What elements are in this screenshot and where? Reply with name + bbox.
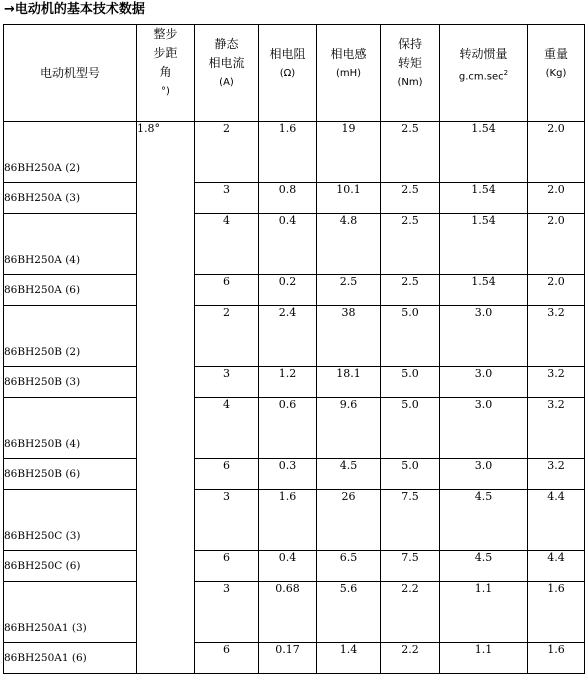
- cell-inertia: 4.5: [440, 551, 528, 582]
- header-current-unit: (A): [219, 77, 234, 88]
- cell-inductance: 38: [317, 306, 381, 367]
- header-inductance: [317, 25, 381, 122]
- cell-model: 86BH250A (2): [4, 122, 137, 183]
- header-step-line: 步距: [153, 46, 178, 60]
- table-row: [4, 490, 585, 551]
- cell-inertia: 1.1: [440, 643, 528, 674]
- header-inductance-label: 相电感: [330, 47, 367, 61]
- cell-inertia: 3.0: [440, 306, 528, 367]
- header-weight: [528, 25, 585, 122]
- cell-model: 86BH250A (3): [4, 183, 137, 214]
- cell-inductance: 4.5: [317, 459, 381, 490]
- motor-spec-table: [3, 24, 585, 674]
- cell-inertia: 3.0: [440, 459, 528, 490]
- cell-inertia: 3.0: [440, 367, 528, 398]
- cell-weight: 3.2: [528, 398, 585, 459]
- cell-step-angle: 1.8°: [137, 122, 195, 674]
- cell-current: 4: [195, 214, 259, 275]
- header-step-line: °): [161, 86, 170, 97]
- cell-resistance: 2.4: [259, 306, 317, 367]
- cell-model: 86BH250B (4): [4, 398, 137, 459]
- header-resistance-unit: (Ω): [279, 68, 296, 79]
- cell-resistance: 1.2: [259, 367, 317, 398]
- cell-torque: 2.5: [381, 214, 440, 275]
- cell-model: 86BH250A (6): [4, 275, 137, 306]
- cell-inductance: 26: [317, 490, 381, 551]
- cell-current: 6: [195, 275, 259, 306]
- header-inertia-unit: [440, 64, 527, 86]
- cell-current: 2: [195, 306, 259, 367]
- cell-inertia: 1.54: [440, 214, 528, 275]
- cell-torque: 2.5: [381, 275, 440, 306]
- header-weight-label: 重量: [543, 47, 568, 61]
- table-row: [4, 582, 585, 643]
- cell-weight: 4.4: [528, 551, 585, 582]
- header-step-line: 整步: [153, 27, 178, 41]
- cell-model: 86BH250B (6): [4, 459, 137, 490]
- cell-weight: 4.4: [528, 490, 585, 551]
- header-current: [195, 25, 259, 122]
- cell-model: 86BH250C (3): [4, 490, 137, 551]
- cell-weight: 2.0: [528, 122, 585, 183]
- cell-inductance: 2.5: [317, 275, 381, 306]
- inertia-unit-text: g.cm.sec: [458, 71, 504, 83]
- cell-weight: 3.2: [528, 459, 585, 490]
- table-row: [4, 214, 585, 275]
- header-inertia-label: 转动惯量: [459, 47, 508, 61]
- header-resistance-label: 相电阻: [269, 47, 306, 61]
- cell-torque: 2.2: [381, 643, 440, 674]
- cell-current: 6: [195, 551, 259, 582]
- cell-resistance: 0.4: [259, 551, 317, 582]
- table-row: [4, 122, 585, 183]
- cell-resistance: 0.17: [259, 643, 317, 674]
- cell-torque: 5.0: [381, 459, 440, 490]
- table-row: [4, 275, 585, 306]
- cell-torque: 2.5: [381, 183, 440, 214]
- table-row: [4, 398, 585, 459]
- cell-resistance: 1.6: [259, 490, 317, 551]
- cell-model: 86BH250A1 (6): [4, 643, 137, 674]
- cell-inductance: 9.6: [317, 398, 381, 459]
- cell-model: 86BH250C (6): [4, 551, 137, 582]
- cell-weight: 1.6: [528, 643, 585, 674]
- cell-inductance: 10.1: [317, 183, 381, 214]
- cell-torque: 5.0: [381, 398, 440, 459]
- cell-inertia: 1.54: [440, 122, 528, 183]
- cell-torque: 7.5: [381, 551, 440, 582]
- cell-resistance: 0.4: [259, 214, 317, 275]
- cell-inductance: 5.6: [317, 582, 381, 643]
- cell-current: 6: [195, 643, 259, 674]
- header-inertia: [440, 25, 528, 122]
- cell-weight: 2.0: [528, 275, 585, 306]
- table-row: [4, 183, 585, 214]
- header-torque-line: 转矩: [397, 56, 422, 70]
- header-torque: [381, 25, 440, 122]
- cell-inductance: 6.5: [317, 551, 381, 582]
- cell-weight: 1.6: [528, 582, 585, 643]
- cell-current: 4: [195, 398, 259, 459]
- table-row: [4, 551, 585, 582]
- cell-weight: 2.0: [528, 183, 585, 214]
- cell-torque: 7.5: [381, 490, 440, 551]
- inertia-unit-exponent: 2: [503, 69, 509, 77]
- table-row: [4, 367, 585, 398]
- cell-resistance: 0.2: [259, 275, 317, 306]
- table-row: [4, 306, 585, 367]
- cell-weight: 3.2: [528, 367, 585, 398]
- header-torque-line: 保持: [397, 37, 422, 51]
- cell-torque: 5.0: [381, 306, 440, 367]
- cell-current: 3: [195, 183, 259, 214]
- header-row: [4, 25, 585, 122]
- table-row: [4, 643, 585, 674]
- header-step-line: 角: [159, 65, 172, 79]
- header-current-line: 静态: [214, 37, 239, 51]
- header-torque-unit: (Nm): [397, 77, 423, 88]
- cell-inductance: 19: [317, 122, 381, 183]
- cell-model: 86BH250B (3): [4, 367, 137, 398]
- cell-torque: 2.2: [381, 582, 440, 643]
- cell-current: 3: [195, 367, 259, 398]
- cell-model: 86BH250B (2): [4, 306, 137, 367]
- cell-resistance: 0.3: [259, 459, 317, 490]
- cell-resistance: 1.6: [259, 122, 317, 183]
- cell-weight: 3.2: [528, 306, 585, 367]
- cell-resistance: 0.8: [259, 183, 317, 214]
- cell-current: 6: [195, 459, 259, 490]
- cell-resistance: 0.6: [259, 398, 317, 459]
- cell-torque: 5.0: [381, 367, 440, 398]
- table-row: [4, 459, 585, 490]
- cell-inductance: 1.4: [317, 643, 381, 674]
- cell-model: 86BH250A (4): [4, 214, 137, 275]
- cell-inertia: 1.54: [440, 183, 528, 214]
- cell-resistance: 0.68: [259, 582, 317, 643]
- cell-torque: 2.5: [381, 122, 440, 183]
- cell-inertia: 3.0: [440, 398, 528, 459]
- header-inductance-unit: (mH): [335, 68, 362, 79]
- cell-inductance: 4.8: [317, 214, 381, 275]
- cell-inertia: 1.54: [440, 275, 528, 306]
- cell-current: 2: [195, 122, 259, 183]
- cell-inertia: 4.5: [440, 490, 528, 551]
- cell-weight: 2.0: [528, 214, 585, 275]
- header-current-line: 相电流: [208, 56, 245, 70]
- cell-inductance: 18.1: [317, 367, 381, 398]
- cell-current: 3: [195, 582, 259, 643]
- page-title: →电动机的基本技术数据: [4, 2, 145, 17]
- header-step-angle: [137, 25, 195, 122]
- header-weight-unit: (Kg): [545, 68, 567, 79]
- cell-current: 3: [195, 490, 259, 551]
- header-model: 电动机型号: [4, 25, 137, 122]
- header-resistance: [259, 25, 317, 122]
- cell-model: 86BH250A1 (3): [4, 582, 137, 643]
- cell-inertia: 1.1: [440, 582, 528, 643]
